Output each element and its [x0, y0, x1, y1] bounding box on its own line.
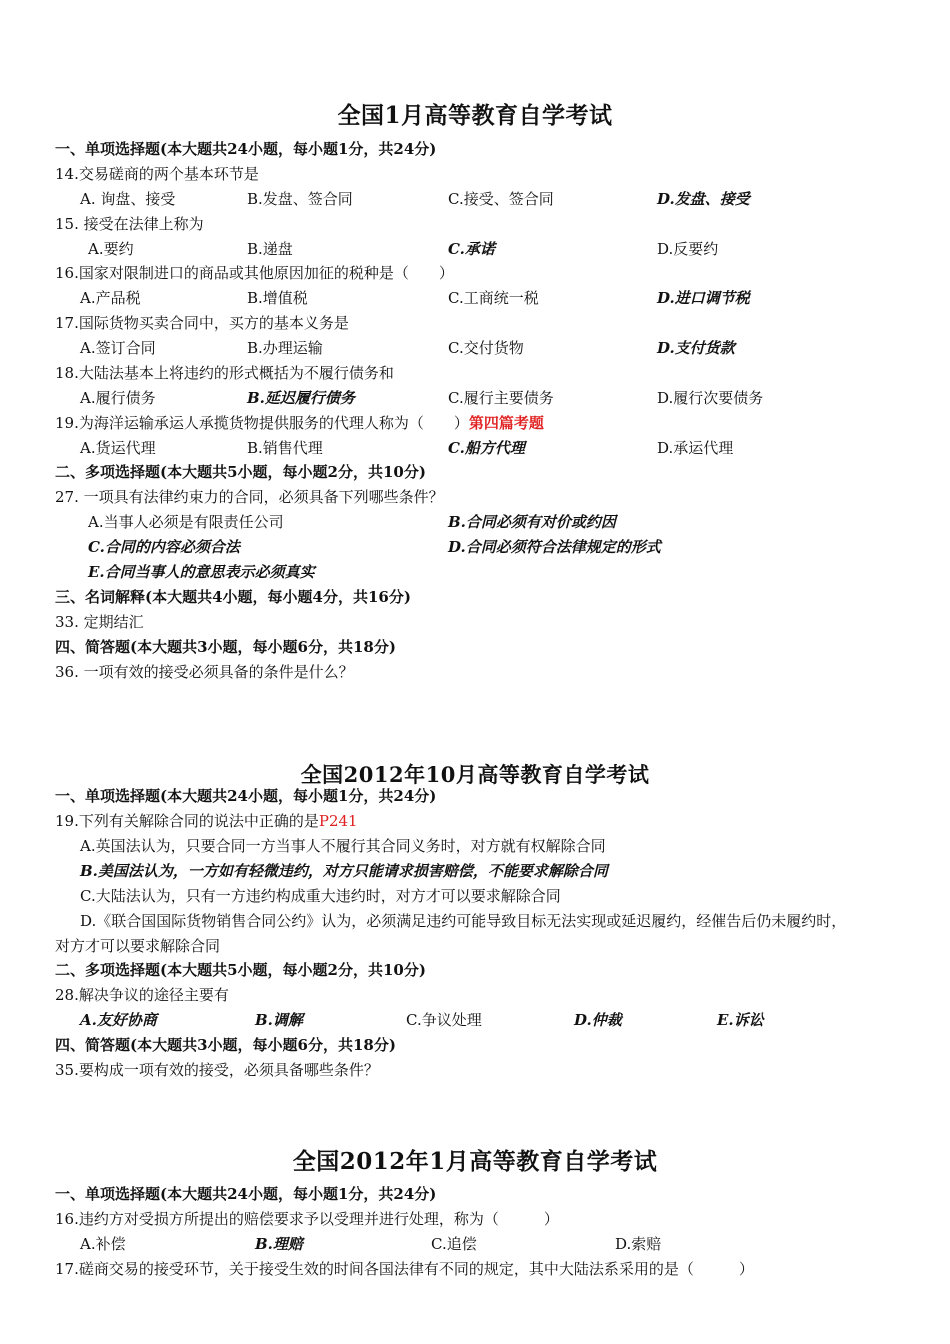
exam1-q15-option-c: C.承诺 [448, 240, 495, 258]
exam2-q19-option-a: A.英国法认为，只要合同一方当事人不履行其合同义务时，对方就有权解除合同 [80, 837, 606, 855]
exam1-q14-option-a: A. 询盘、接受 [80, 190, 176, 208]
exam3-q16-option-c: C.追偿 [431, 1235, 477, 1253]
exam3-title: 全国2012年1月高等教育自学考试 [292, 1148, 658, 1175]
exam1-q19-option-c: C.船方代理 [448, 439, 525, 457]
exam2-q19 [55, 811, 358, 831]
exam2-q28: 28.解决争议的途径主要有 [55, 986, 229, 1004]
exam1-q17-option-c: C.交付货物 [448, 339, 524, 357]
exam1-section-single-choice: 一、单项选择题(本大题共24小题，每小题1分，共24分) [55, 140, 437, 158]
exam1-q18-option-d: D.履行次要债务 [657, 389, 764, 407]
exam1-q15: 15. 接受在法律上称为 [55, 215, 204, 233]
exam1-q14-option-b: B.发盘、签合同 [247, 190, 353, 208]
exam1-q19-option-d: D.承运代理 [657, 439, 734, 457]
exam1-section-short-answer: 四、简答题(本大题共3小题，每小题6分，共18分) [55, 638, 396, 656]
exam2-q28-option-e: E.诉讼 [717, 1011, 764, 1029]
exam1-section-multiple-choice: 二、多项选择题(本大题共5小题，每小题2分，共10分) [55, 463, 426, 481]
exam1-q17-option-a: A.签订合同 [80, 339, 156, 357]
exam3-section-single-choice: 一、单项选择题(本大题共24小题，每小题1分，共24分) [55, 1185, 437, 1203]
exam2-section-short-answer: 四、简答题(本大题共3小题，每小题6分，共18分) [55, 1036, 396, 1054]
exam1-q14-option-d: D.发盘、接受 [657, 190, 750, 208]
exam1-q18: 18.大陆法基本上将违约的形式概括为不履行债务和 [55, 364, 394, 382]
exam1-q16-option-c: C.工商统一税 [448, 289, 539, 307]
exam1-q27-option-b: B.合同必须有对价或约因 [448, 513, 616, 531]
exam1-q19-option-a: A.货运代理 [80, 439, 156, 457]
exam2-q19-page-ref: P241 [318, 812, 358, 830]
exam1-q27-option-d: D.合同必须符合法律规定的形式 [448, 538, 661, 556]
exam2-q28-option-d: D.仲裁 [574, 1011, 622, 1029]
exam1-q27: 27. 一项具有法律约束力的合同，必须具备下列哪些条件？ [55, 488, 444, 506]
exam1-q27-option-e: E.合同当事人的意思表示必须真实 [88, 563, 315, 581]
exam2-q19-option-d-line1: D.《联合国国际货物销售合同公约》认为，必须满足违约可能导致目标无法实现或延迟履约，经催告后仍未履约时， [80, 912, 847, 930]
exam1-q19-note: 第四篇考题 [468, 414, 544, 432]
exam2-q35: 35.要构成一项有效的接受，必须具备哪些条件？ [55, 1061, 379, 1079]
exam1-q17: 17.国际货物买卖合同中，买方的基本义务是 [55, 314, 349, 332]
exam1-q15-option-d: D.反要约 [657, 240, 719, 258]
exam3-q16-option-b: B.理赔 [255, 1235, 303, 1253]
exam1-q16-option-b: B.增值税 [247, 289, 308, 307]
exam1-q18-option-b: B.延迟履行债务 [247, 389, 355, 407]
exam1-q33: 33. 定期结汇 [55, 613, 144, 631]
exam2-section-multiple-choice: 二、多项选择题(本大题共5小题，每小题2分，共10分) [55, 961, 426, 979]
exam1-q14-option-c: C.接受、签合同 [448, 190, 554, 208]
exam1-q18-option-a: A.履行债务 [80, 389, 156, 407]
exam3-q16-option-d: D.索赔 [615, 1235, 662, 1253]
exam2-q28-option-a: A.友好协商 [80, 1011, 157, 1029]
exam1-q14: 14.交易磋商的两个基本环节是 [55, 165, 259, 183]
exam3-q16-option-a: A.补偿 [80, 1235, 126, 1253]
exam1-q15-option-b: B.递盘 [247, 240, 293, 258]
exam3-q17: 17.磋商交易的接受环节，关于接受生效的时间各国法律有不同的规定，其中大陆法系采用的是（ ） [55, 1260, 754, 1278]
exam2-q19-option-c: C.大陆法认为，只有一方违约构成重大违约时，对方才可以要求解除合同 [80, 887, 561, 905]
exam1-q16-option-d: D.进口调节税 [657, 289, 750, 307]
exam1-q18-option-c: C.履行主要债务 [448, 389, 554, 407]
exam2-title: 全国2012年10月高等教育自学考试 [300, 762, 650, 787]
exam1-q17-option-b: B.办理运输 [247, 339, 323, 357]
exam1-q17-option-d: D.支付货款 [657, 339, 735, 357]
exam2-q28-option-c: C.争议处理 [406, 1011, 482, 1029]
exam1-title: 全国1月高等教育自学考试 [337, 102, 613, 129]
exam1-q15-option-a: A.要约 [88, 240, 134, 258]
exam1-q27-option-a: A.当事人必须是有限责任公司 [88, 513, 284, 531]
exam1-q36: 36. 一项有效的接受必须具备的条件是什么？ [55, 663, 354, 681]
exam3-q16: 16.违约方对受损方所提出的赔偿要求予以受理并进行处理，称为（ ） [55, 1210, 559, 1228]
exam1-section-terms: 三、名词解释(本大题共4小题，每小题4分，共16分) [55, 588, 411, 606]
exam1-q16-option-a: A.产品税 [80, 289, 141, 307]
exam2-q19-option-d-line2: 对方才可以要求解除合同 [55, 937, 221, 955]
exam2-section-single-choice: 一、单项选择题(本大题共24小题，每小题1分，共24分) [55, 787, 437, 805]
exam1-q19 [55, 413, 544, 433]
exam1-q19-option-b: B.销售代理 [247, 439, 323, 457]
exam1-q16: 16.国家对限制进口的商品或其他原因加征的税种是（ ） [55, 264, 454, 282]
exam1-q27-option-c: C.合同的内容必须合法 [88, 538, 240, 556]
exam2-q19-text: 19.下列有关解除合同的说法中正确的是 [55, 812, 319, 830]
exam2-q28-option-b: B.调解 [255, 1011, 303, 1029]
exam2-q19-option-b: B.美国法认为，一方如有轻微违约，对方只能请求损害赔偿，不能要求解除合同 [80, 862, 608, 880]
exam1-q19-text: 19.为海洋运输承运人承揽货物提供服务的代理人称为（ ） [55, 414, 469, 432]
